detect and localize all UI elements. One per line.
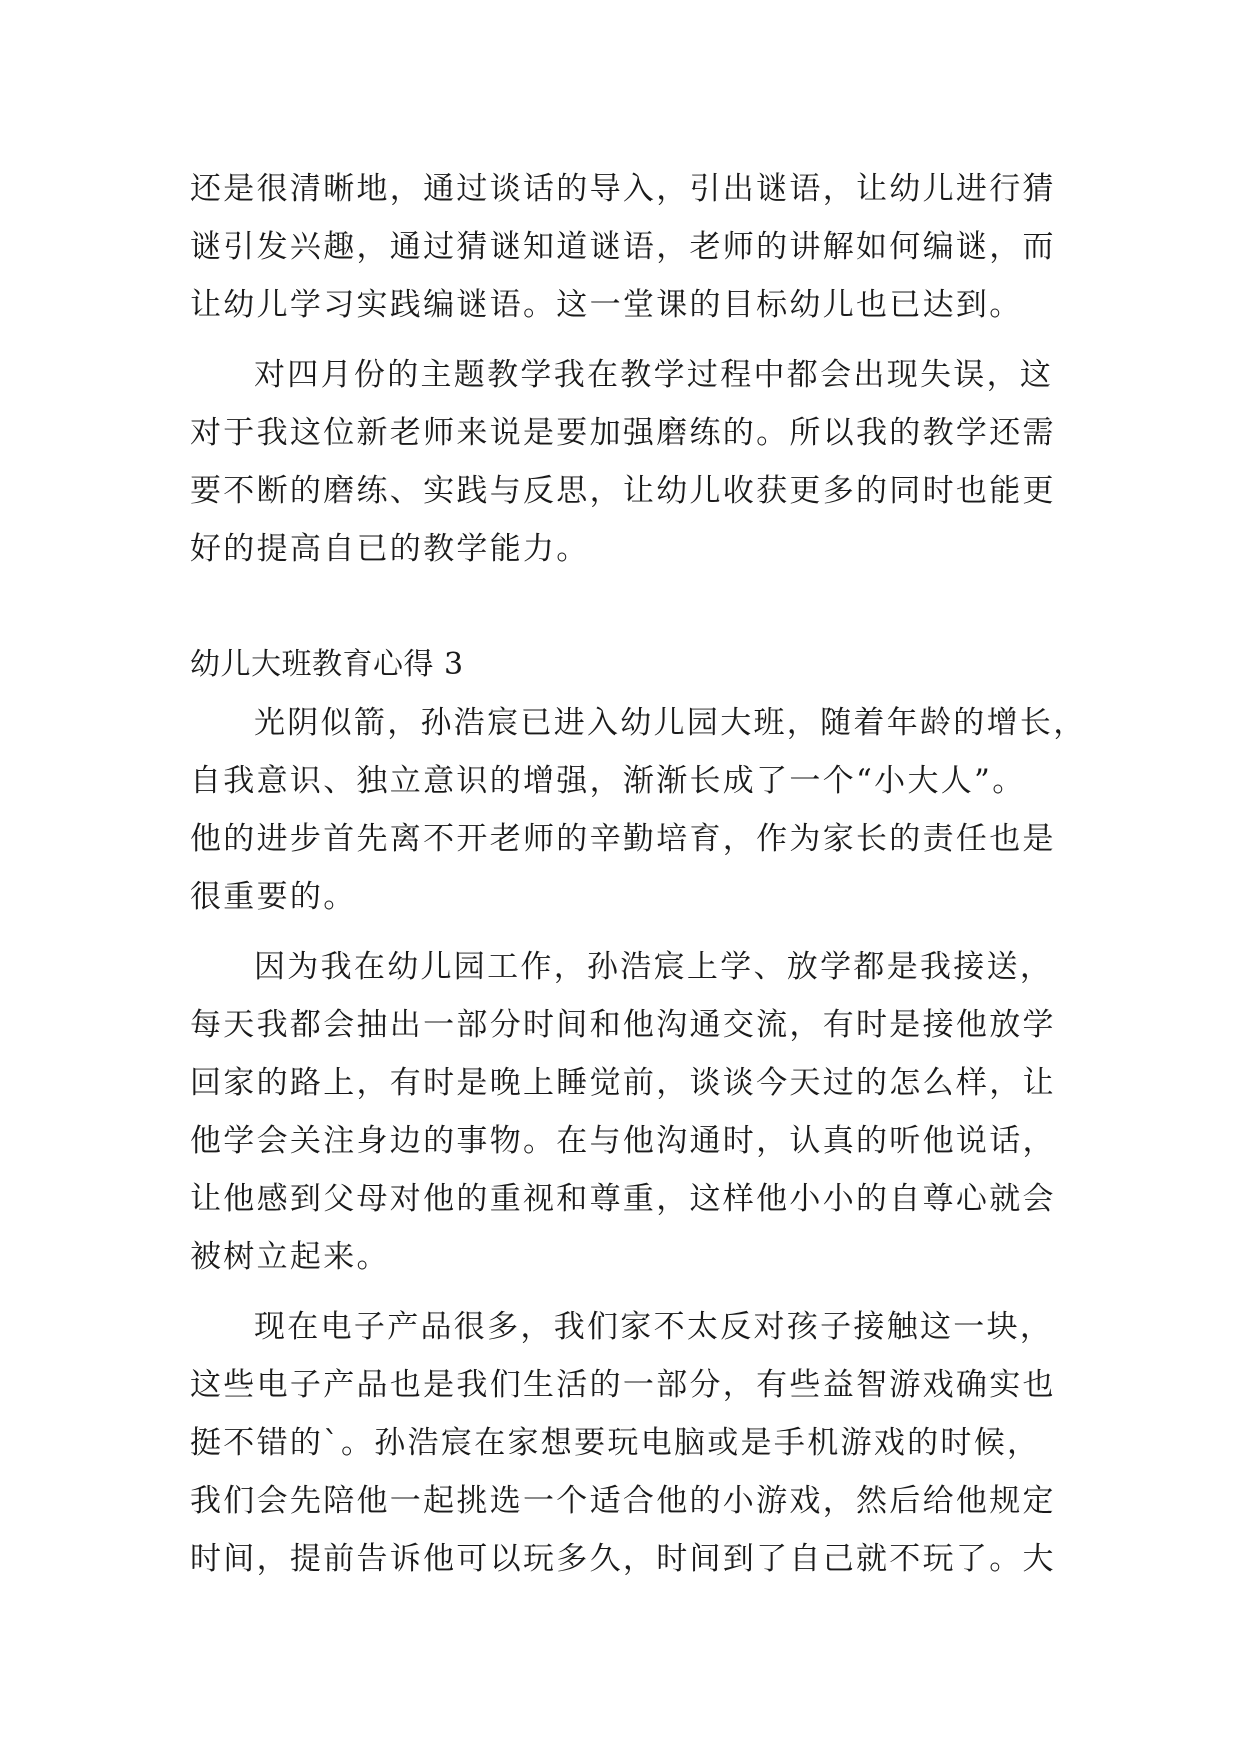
text-line: 时间，提前告诉他可以玩多久，时间到了自己就不玩了。大 [190, 1541, 1056, 1577]
paragraph-growth [190, 694, 1087, 926]
text-line: 被树立起来。 [190, 1239, 390, 1275]
text-line: 每天我都会抽出一部分时间和他沟通交流，有时是接他放学 [190, 1007, 1056, 1043]
text-line: 要不断的磨练、实践与反思，让幼儿收获更多的同时也能更 [190, 473, 1056, 509]
paragraph-electronics [190, 1298, 1060, 1588]
text-line: 我们会先陪他一起挑选一个适合他的小游戏，然后给他规定 [190, 1483, 1056, 1519]
section-heading: 幼儿大班教育心得 3 [190, 647, 464, 682]
text-line: 谜引发兴趣，通过猜谜知道谜语，老师的讲解如何编谜，而 [190, 229, 1056, 265]
text-line: 现在电子产品很多，我们家不太反对孩子接触这一块， [254, 1309, 1054, 1345]
text-line: 很重要的。 [190, 879, 357, 915]
paragraph-communication [190, 938, 1060, 1286]
text-line: 这些电子产品也是我们生活的一部分，有些益智游戏确实也 [190, 1367, 1056, 1403]
text-line: 回家的路上，有时是晚上睡觉前，谈谈今天过的怎么样，让 [190, 1065, 1056, 1101]
text-line: 光阴似箭，孙浩宸已进入幼儿园大班，随着年龄的增长， [254, 705, 1087, 741]
text-line: 对四月份的主题教学我在教学过程中都会出现失误，这 [254, 357, 1054, 393]
continued-paragraph [190, 160, 1060, 334]
text-line: 他的进步首先离不开老师的辛勤培育，作为家长的责任也是 [190, 821, 1056, 857]
text-line: 对于我这位新老师来说是要加强磨练的。所以我的教学还需 [190, 415, 1056, 451]
text-line: 他学会关注身边的事物。在与他沟通时，认真的听他说话， [190, 1123, 1056, 1159]
text-line: 挺不错的`。孙浩宸在家想要玩电脑或是手机游戏的时候， [190, 1425, 1041, 1461]
text-line: 因为我在幼儿园工作，孙浩宸上学、放学都是我接送， [254, 949, 1054, 985]
reflection-paragraph [190, 346, 1060, 578]
document-body [190, 160, 1087, 1588]
text-line: 让他感到父母对他的重视和尊重，这样他小小的自尊心就会 [190, 1181, 1056, 1217]
text-line: 让幼儿学习实践编谜语。这一堂课的目标幼儿也已达到。 [190, 287, 1023, 323]
text-line: 自我意识、独立意识的增强，渐渐长成了一个“小大人”。 [190, 763, 1026, 799]
text-line: 好的提高自已的教学能力。 [190, 531, 590, 567]
text-line: 还是很清晰地，通过谈话的导入，引出谜语，让幼儿进行猜 [190, 171, 1056, 207]
